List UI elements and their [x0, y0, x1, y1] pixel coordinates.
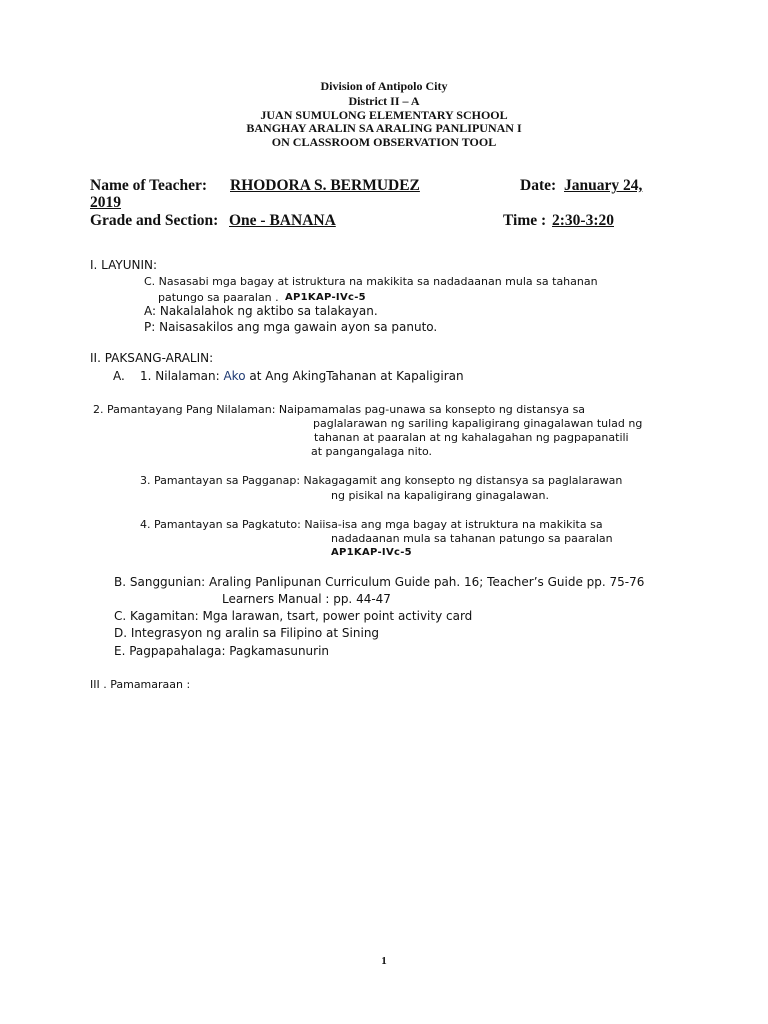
layunin-p-line: P: Naisasakilos ang mga gawain ayon sa panuto. — [144, 320, 438, 334]
item2-line1: 2. Pamantayang Pang Nilalaman: Naipamamalas pag-unawa sa konsepto ng distansya sa — [93, 403, 586, 416]
item4-line1: 4. Pamantayan sa Pagkatuto: Naiisa-isa ang mga bagay at istruktura na makikita sa — [140, 518, 603, 531]
nilalaman-label: 1. Nilalaman: — [140, 369, 220, 383]
grade-label: Grade and Section: — [90, 212, 219, 229]
nilalaman-ako: Ako — [223, 369, 246, 383]
item4-line2: nadadaanan mula sa tahanan patungo sa paaralan — [331, 532, 613, 545]
layunin-c-line2: patungo sa paaralan . — [158, 291, 279, 304]
item3-line2: ng pisikal na kapaligirang ginagalawan. — [331, 489, 549, 502]
nilalaman-title: at Ang AkingTahanan at Kapaligiran — [249, 369, 464, 383]
layunin-c-code: AP1KAP-IVc-5 — [285, 292, 366, 303]
layunin-c-line1: C. Nasasabi mga bagay at istruktura na makikita sa nadadaanan mula sa tahanan — [144, 275, 598, 288]
header-school: JUAN SUMULONG ELEMENTARY SCHOOL — [260, 108, 508, 122]
item2-line3: tahanan at paaralan at ng kahalagahan ng pagpapanatili — [314, 431, 629, 444]
sanggunian-line2: Learners Manual : pp. 44-47 — [222, 592, 391, 606]
date-year: 2019 — [90, 194, 121, 211]
teacher-label: Name of Teacher: — [90, 177, 208, 194]
item3-line1: 3. Pamantayan sa Pagganap: Nakagagamit ang konsepto ng distansya sa paglalarawan — [140, 474, 623, 487]
date-label: Date: — [520, 177, 557, 194]
grade-value: One - BANANA — [229, 212, 336, 229]
paksang-a-marker: A. — [113, 369, 125, 383]
paksang-aralin-heading: II. PAKSANG-ARALIN: — [90, 351, 214, 365]
kagamitan-line: C. Kagamitan: Mga larawan, tsart, power point activity card — [114, 609, 473, 623]
item4-code: AP1KAP-IVc-5 — [331, 547, 412, 558]
header-division: Division of Antipolo City — [320, 79, 448, 93]
integrasyon-line: D. Integrasyon ng aralin sa Filipino at Sining — [114, 626, 380, 640]
time-label: Time : — [503, 212, 547, 229]
item2-line2: paglalarawan ng sariling kapaligirang ginagalawan tulad ng — [313, 417, 643, 430]
teacher-value: RHODORA S. BERMUDEZ — [230, 177, 420, 194]
header-subject: BANGHAY ARALIN SA ARALING PANLIPUNAN I — [246, 121, 522, 135]
sanggunian-line1: B. Sanggunian: Araling Panlipunan Curriculum Guide pah. 16; Teacher’s Guide pp. 75-76 — [114, 575, 645, 589]
date-value: January 24, — [564, 177, 643, 194]
header-tool: ON CLASSROOM OBSERVATION TOOL — [271, 135, 497, 149]
item2-line4: at pangangalaga nito. — [311, 445, 433, 458]
layunin-a-line: A: Nakalalahok ng aktibo sa talakayan. — [144, 304, 378, 318]
layunin-heading: I. LAYUNIN: — [90, 258, 158, 272]
time-value: 2:30-3:20 — [552, 212, 614, 229]
pamamaraan-heading: III . Pamamaraan : — [90, 678, 191, 691]
header-district: District II – A — [348, 94, 420, 108]
nilalaman-line — [140, 369, 464, 383]
pagpapahalaga-line: E. Pagpapahalaga: Pagkamasunurin — [114, 644, 330, 658]
page-number: 1 — [381, 955, 387, 967]
